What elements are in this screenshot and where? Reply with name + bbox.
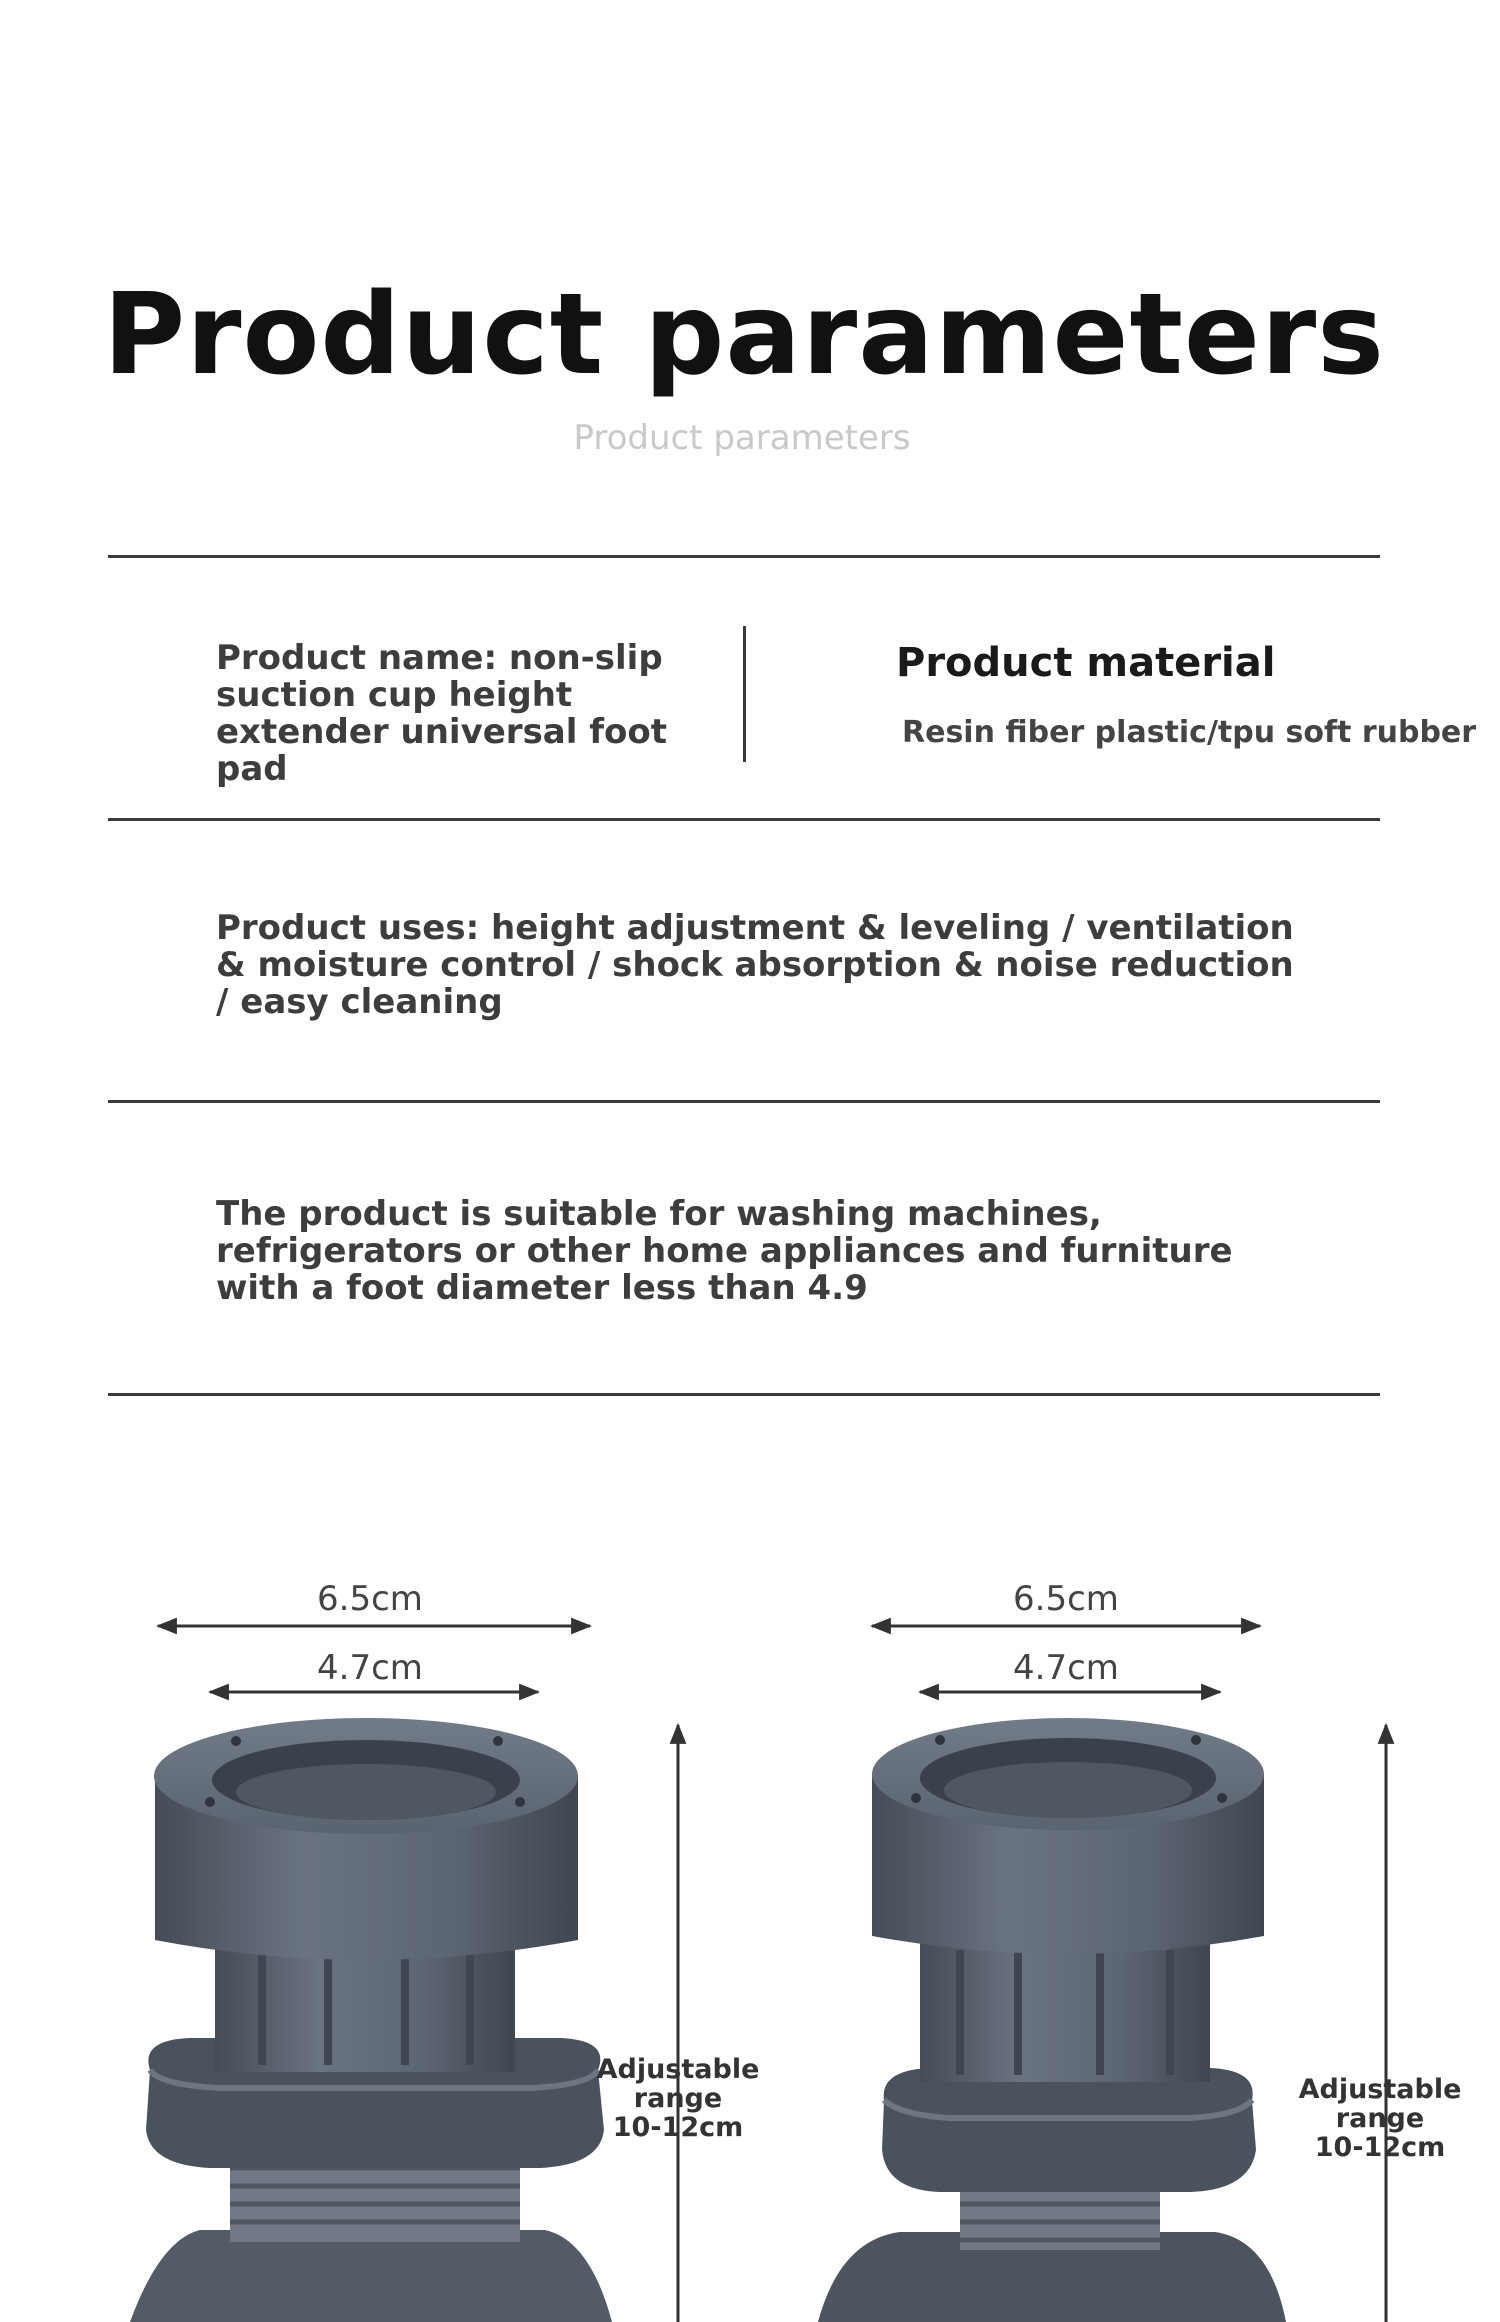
product-dimension-diagram xyxy=(0,1540,1500,2322)
right-range-line3: 10-12cm xyxy=(1314,2132,1446,2163)
right-range-line1: Adjustable xyxy=(1298,2074,1462,2105)
material-value: Resin fiber plastic/tpu soft rubber xyxy=(902,715,1477,750)
divider-3 xyxy=(108,1100,1380,1103)
right-outer-width-label: 6.5cm xyxy=(1013,1579,1119,1619)
divider-4 xyxy=(108,1393,1380,1396)
product-name: Product name: non-slip suction cup height extender universal foot pad xyxy=(216,638,667,789)
right-range-line2: range xyxy=(1335,2103,1425,2134)
page-subtitle: Product parameters xyxy=(573,418,911,458)
divider-top xyxy=(108,555,1380,558)
divider-2 xyxy=(108,818,1380,821)
product-uses: Product uses: height adjustment & leveling / ventilation & moisture control / shock absorption & noise reduction / easy cleaning xyxy=(216,908,1294,1022)
left-inner-width-label: 4.7cm xyxy=(317,1648,423,1688)
left-outer-width-label: 6.5cm xyxy=(317,1579,423,1619)
left-foot-pad xyxy=(130,1579,759,2322)
material-heading: Product material xyxy=(896,640,1276,686)
right-foot-pad xyxy=(818,1579,1461,2322)
vertical-divider xyxy=(743,626,746,762)
page-title: Product parameters xyxy=(103,270,1385,400)
left-range-line1: Adjustable xyxy=(596,2054,760,2085)
right-inner-width-label: 4.7cm xyxy=(1013,1648,1119,1688)
left-range-line2: range xyxy=(633,2083,723,2114)
product-suitability: The product is suitable for washing machines, refrigerators or other home appliances and furniture with a foot diameter less than 4.9 xyxy=(216,1194,1233,1308)
left-range-line3: 10-12cm xyxy=(612,2112,744,2143)
